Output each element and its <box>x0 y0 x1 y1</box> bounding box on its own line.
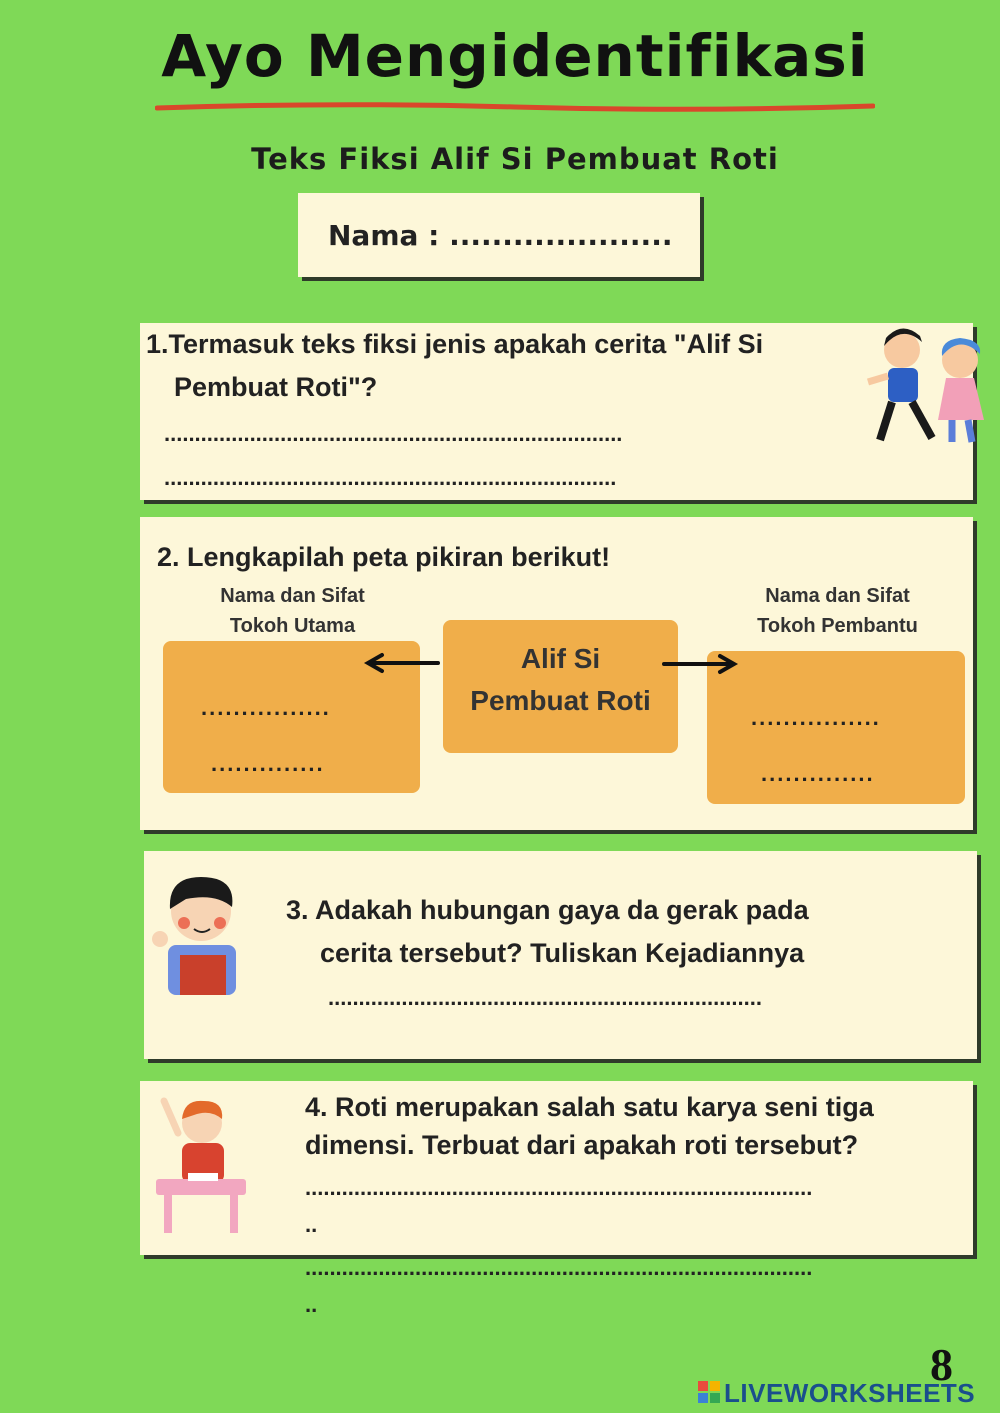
page-number: 8 <box>930 1339 953 1390</box>
left-label-1: Nama dan Sifat <box>220 585 365 607</box>
page-subtitle: Teks Fiksi Alif Si Pembuat Roti <box>251 142 779 176</box>
question-3-card <box>144 851 977 1059</box>
brand-name: LIVEWORKSHEETS <box>724 1378 976 1408</box>
question-3-line-2: cerita tersebut? Tuliskan Kejadiannya <box>320 938 805 968</box>
question-1-line-2: Pembuat Roti"? <box>174 372 378 402</box>
center-topic-line-2: Pembuat Roti <box>470 685 651 716</box>
arrow-right-icon <box>660 652 740 676</box>
question-1-answer-2[interactable]: .......................................................................... <box>164 465 617 490</box>
right-label-1: Nama dan Sifat <box>765 585 910 607</box>
main-character-dots-2[interactable]: .............. <box>211 751 325 776</box>
center-topic-line-1: Alif Si <box>520 643 601 674</box>
question-3-line-1: 3. Adakah hubungan gaya da gerak pada <box>286 895 809 925</box>
student-at-desk-illustration <box>154 1093 254 1238</box>
question-2-card <box>140 517 973 830</box>
supporting-character-box[interactable] <box>707 651 965 804</box>
question-4-answer-2[interactable]: ................................................................................... <box>305 1255 813 1280</box>
left-label-2: Tokoh Utama <box>229 615 356 637</box>
boy-thinking-illustration <box>146 869 256 999</box>
supporting-character-dots-1[interactable]: ................ <box>751 705 881 730</box>
question-4-answer-1-continued[interactable]: .. <box>305 1212 318 1237</box>
page-title: Ayo Mengidentifikasi <box>161 22 869 90</box>
question-1-line-1: 1.Termasuk teks fiksi jenis apakah cerita "Alif Si <box>146 329 764 359</box>
question-3-answer[interactable]: ....................................................................... <box>328 985 762 1010</box>
question-4-answer-1[interactable]: ................................................................................... <box>305 1175 813 1200</box>
title-underline <box>155 100 875 114</box>
name-field[interactable]: Nama : ..................... <box>328 219 673 252</box>
name-box <box>298 193 700 277</box>
liveworksheets-logo-icon <box>698 1381 720 1403</box>
kids-illustration <box>860 320 1000 450</box>
right-label-2: Tokoh Pembantu <box>757 615 918 637</box>
main-character-dots-1[interactable]: ................ <box>201 695 331 720</box>
center-topic-box <box>443 620 678 753</box>
question-1-answer-1[interactable]: ........................................................................... <box>164 421 623 446</box>
question-4-card <box>140 1081 973 1255</box>
question-4-line-1: 4. Roti merupakan salah satu karya seni tiga <box>305 1092 874 1122</box>
question-1-card <box>140 323 973 500</box>
question-4-answer-2-continued[interactable]: .. <box>305 1292 318 1317</box>
supporting-character-dots-2[interactable]: .............. <box>761 761 875 786</box>
arrow-left-icon <box>362 651 442 675</box>
question-2-prompt: 2. Lengkapilah peta pikiran berikut! <box>157 542 611 572</box>
question-4-line-2: dimensi. Terbuat dari apakah roti tersebut? <box>305 1130 859 1160</box>
